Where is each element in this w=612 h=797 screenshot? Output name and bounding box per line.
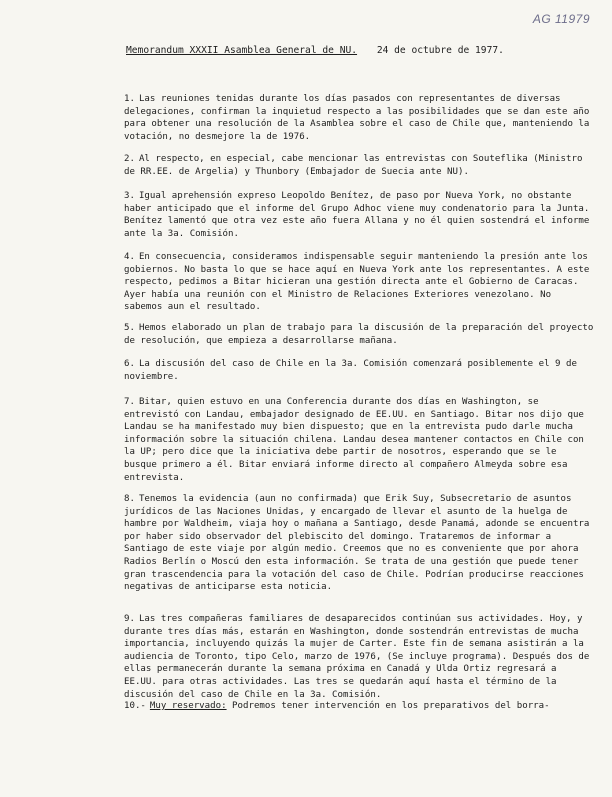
memo-header: [126, 45, 504, 56]
paragraph-number: 6.: [124, 359, 135, 369]
paragraph-number: 5.: [124, 323, 135, 333]
paragraph-9: [124, 613, 594, 701]
paragraph-number: 4.: [124, 252, 135, 262]
paragraph-number: 1.: [124, 94, 135, 104]
paragraph-text: Las reuniones tenidas durante los días pasados con representantes de diversas delegaciones, confirman la inquietud respecto a las posibilidades que se dan este año para obtener una resolución de la Asamblea sobre el caso de Chile que, manteniendo la votación, no desmejore la de 1976.: [124, 94, 590, 142]
paragraph-1: [124, 93, 594, 143]
paragraph-5: [124, 322, 594, 347]
paragraph-number: 3.: [124, 191, 135, 201]
paragraph-text: Igual aprehensión expreso Leopoldo Benítez, de paso por Nueva York, no obstante haber anticipado que el informe del Grupo Adhoc viene muy condenatorio para la Junta. Benítez lamentó que otra vez este año fuera Allana y no él quien sostendrá el informe ante la 3a. Comisión.: [124, 191, 590, 239]
memo-title: Memorandum XXXII Asamblea General de NU.: [126, 45, 358, 56]
paragraph-text: Tenemos la evidencia (aun no confirmada) que Erik Suy, Subsecretario de asuntos jurídicos de las Naciones Unidas, y encargado de llevar el asunto de la huelga de hambre por Waldheim, viaja hoy o mañana a Santiago, desde Panamá, adonde se encuentra por haber sido observador del plebiscito del domingo. Trataremos de informar a Santiago de este viaje por algún medio. Creemos que no es conveniente que por ahora Radios Berlín o Moscú den esta información. Se trata de una gestión que puede tener gran trascendencia para la votación del caso de Chile. Podrían producirse reacciones negativas de anticiparse esta noticia.: [124, 494, 590, 593]
paragraph-number: 9.: [124, 614, 135, 624]
reserved-label: Muy reservado:: [149, 701, 227, 711]
paragraph-3: [124, 190, 594, 240]
paragraph-6: [124, 358, 594, 383]
paragraph-text: Las tres compañeras familiares de desaparecidos continúan sus actividades. Hoy, y durante tres días más, estarán en Washington, donde sostendrán entrevistas de mucha importancia, incluyendo quizás la mujer de Carter. Este fin de semana asistirán a la audiencia de Toronto, tipo Celo, marzo de 1976, (Se incluye programa). Después dos de ellas permanecerán durante la semana próxima en Canadá y Ulda Ortiz regresará a EE.UU. para otras actividades. Las tres se quedarán aquí hasta el término de la discusión del caso de Chile en la 3a. Comisión.: [124, 614, 590, 700]
paragraph-text: Al respecto, en especial, cabe mencionar las entrevistas con Souteflika (Ministro de RR.EE. de Argelia) y Thunbory (Embajador de Suecia ante NU).: [124, 154, 583, 177]
paragraph-text: Hemos elaborado un plan de trabajo para la discusión de la preparación del proyecto de resolución, que empieza a desarrollarse mañana.: [124, 323, 594, 346]
paragraph-number: 7.: [124, 397, 135, 407]
paragraph-4: [124, 251, 594, 314]
memo-date: 24 de octubre de 1977.: [376, 45, 504, 56]
paragraph-2: [124, 153, 594, 178]
paragraph-number: 2.: [124, 154, 135, 164]
paragraph-7: [124, 396, 594, 484]
paragraph-text: La discusión del caso de Chile en la 3a. Comisión comenzará posiblemente el 9 de noviembre.: [124, 359, 577, 382]
paragraph-number: 10.-: [124, 701, 146, 711]
paragraph-8: [124, 493, 594, 594]
archive-stamp: AG 11979: [532, 12, 590, 26]
paragraph-10: [124, 700, 594, 713]
paragraph-text: Podremos tener intervención en los preparativos del borra-: [232, 701, 550, 711]
paragraph-number: 8.: [124, 494, 135, 504]
paragraph-text: Bitar, quien estuvo en una Conferencia durante dos días en Washington, se entrevistó con Landau, embajador designado de EE.UU. en Santiago. Bitar nos dijo que Landau se ha manifestado muy bien dispuesto; que en la entrevista pudo darle mucha información sobre la situación chilena. Landau desea mantener contactos en Chile con la UP; pero dice que la iniciativa debe partir de nosotros, esperando que se le busque primero a él. Bitar enviará informe directo al compañero Almeyda sobre esa entrevista.: [124, 397, 584, 483]
paragraph-text: En consecuencia, consideramos indispensable seguir manteniendo la presión ante los gobiernos. No basta lo que se hace aquí en Nueva York ante los representantes. A este respecto, pedimos a Bitar hicieran una gestión directa ante el Gobierno de Caracas. Ayer había una reunión con el Ministro de Relaciones Exteriores venezolano. No sabemos aun el resultado.: [124, 252, 590, 313]
